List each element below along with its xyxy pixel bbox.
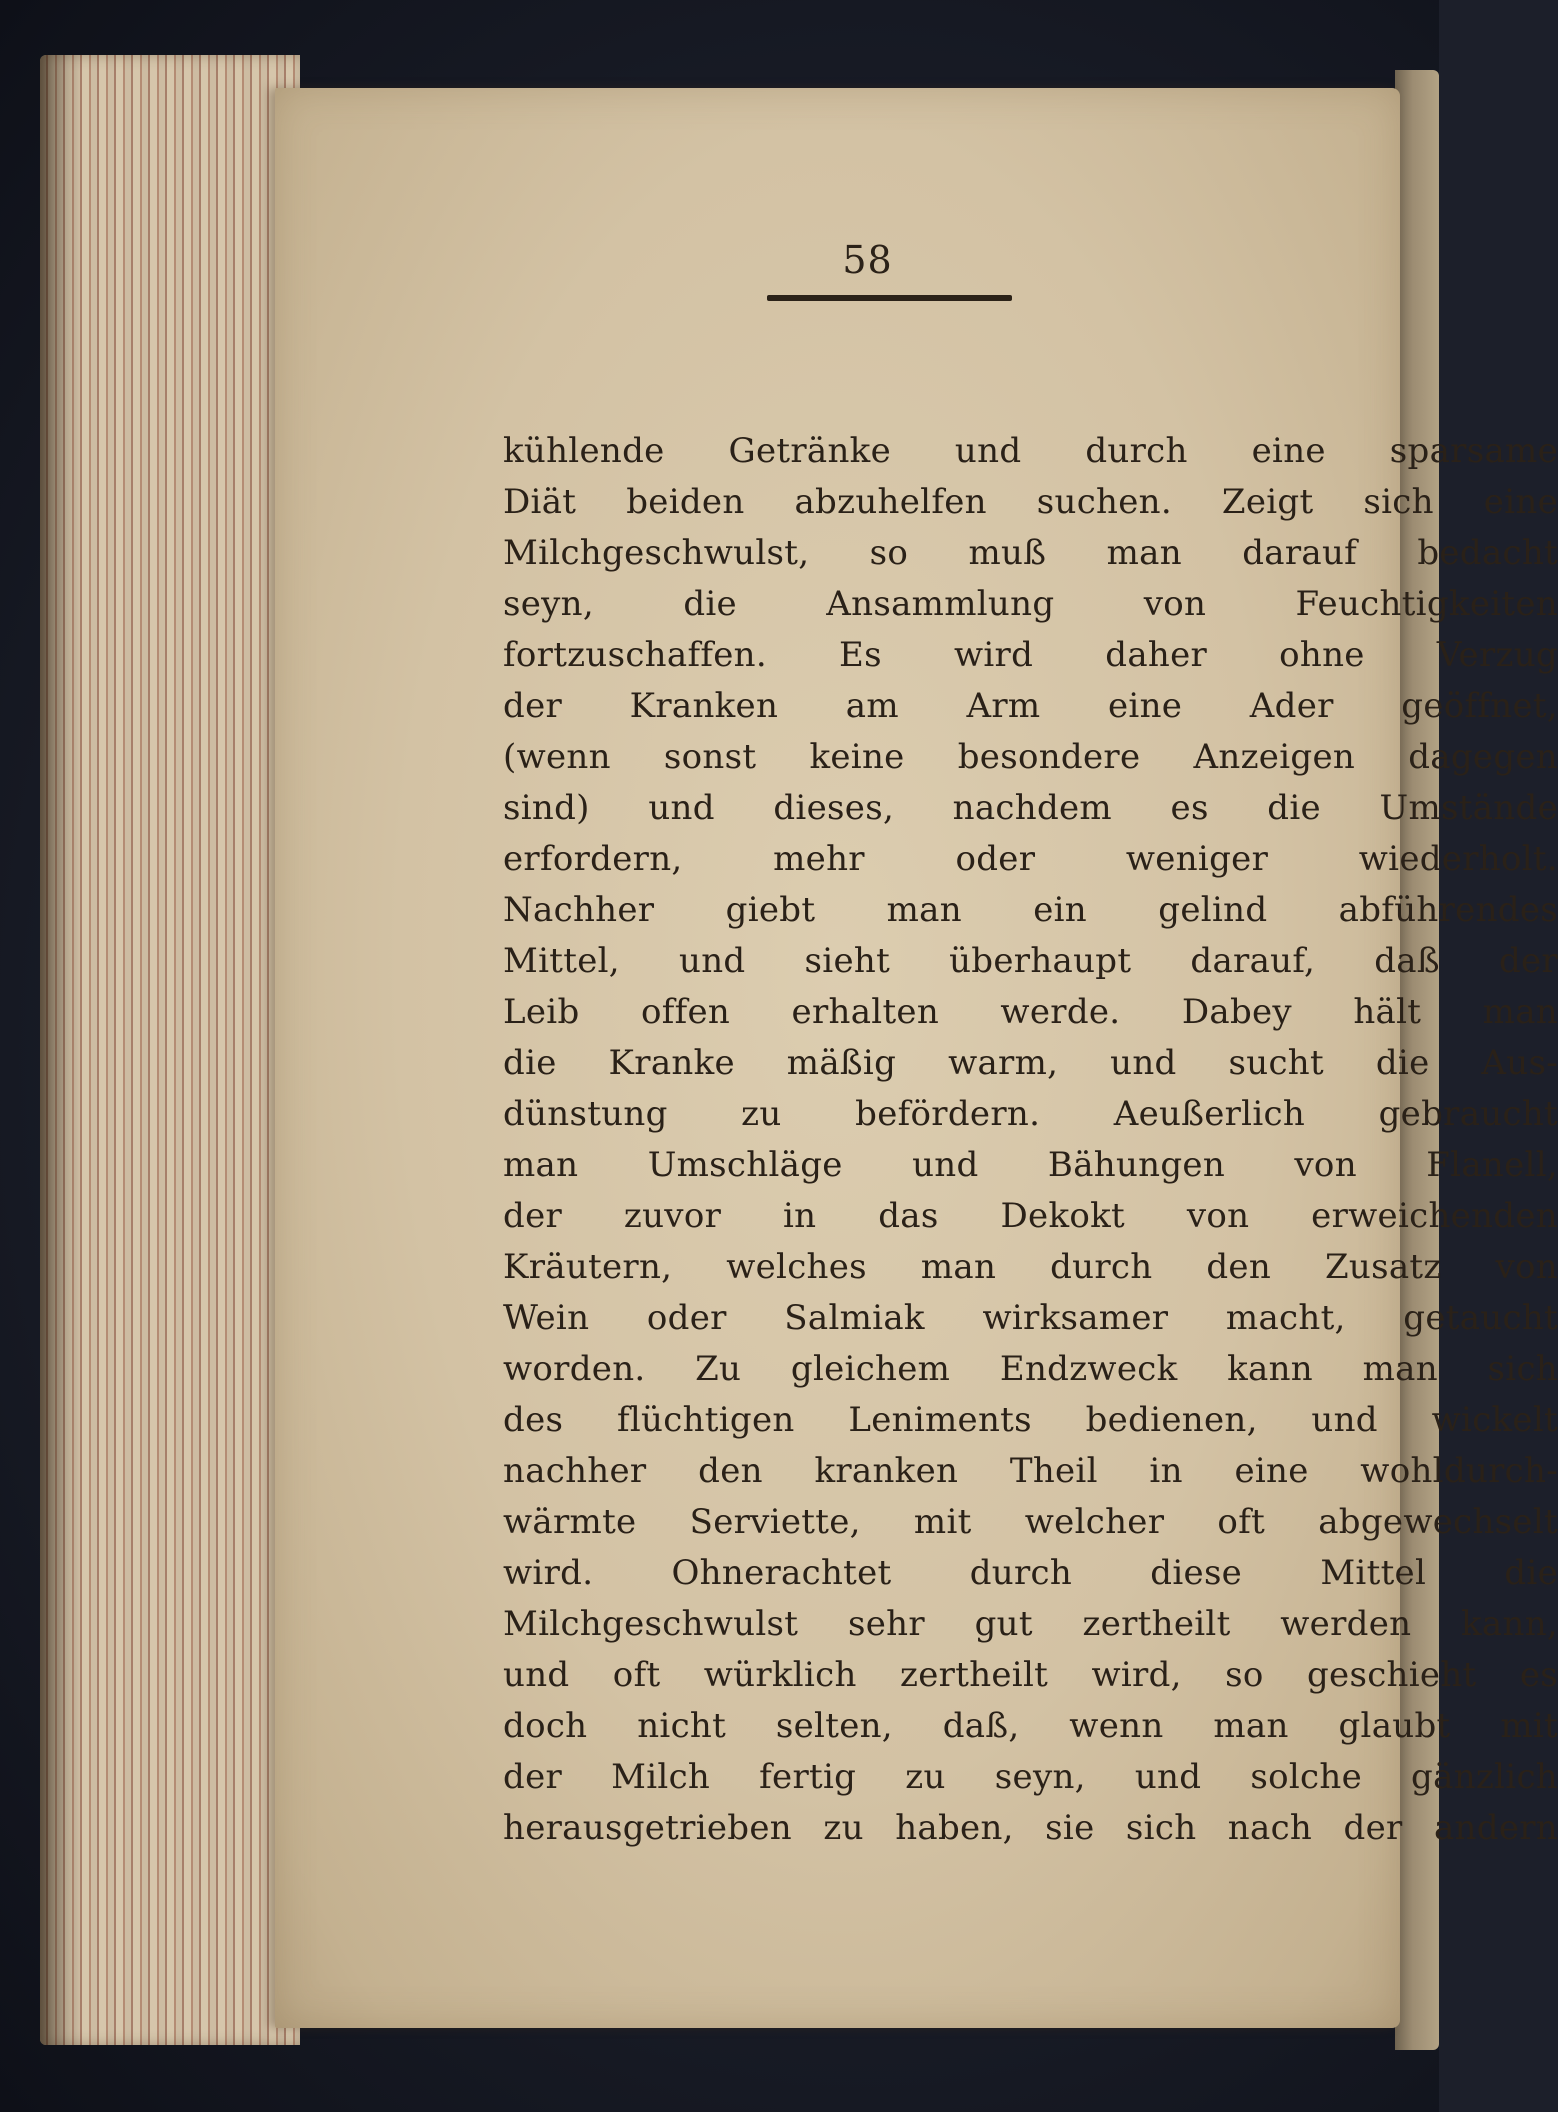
text-line: erfordern, mehr oder weniger wiederholt. (503, 839, 1558, 879)
text-line: Nachher giebt man ein gelind abführendes (503, 890, 1558, 930)
text-line: wärmte Serviette, mit welcher oft abgewechselt (503, 1502, 1558, 1542)
text-line: Wein oder Salmiak wirksamer macht, getaucht (503, 1298, 1558, 1338)
text-line: sind) und dieses, nachdem es die Umstände (503, 788, 1558, 828)
text-line: der zuvor in das Dekokt von erweichenden (503, 1196, 1558, 1236)
text-line: doch nicht selten, daß, wenn man glaubt mit (503, 1706, 1558, 1746)
text-line: dünstung zu befördern. Aeußerlich gebraucht (503, 1094, 1558, 1134)
text-line: Mittel, und sieht überhaupt darauf, daß der (503, 941, 1558, 981)
text-line: seyn, die Ansammlung von Feuchtigkeiten (503, 584, 1558, 624)
text-line: man Umschläge und Bähungen von Flanell, (503, 1145, 1558, 1185)
text-line: Leib offen erhalten werde. Dabey hält man (503, 992, 1558, 1032)
text-line: herausgetrieben zu haben, sie sich nach der andern (503, 1808, 1558, 1848)
text-line: (wenn sonst keine besondere Anzeigen dagegen (503, 737, 1558, 777)
text-line: fortzuschaffen. Es wird daher ohne Verzug (503, 635, 1558, 675)
text-line: und oft würklich zertheilt wird, so geschieht es (503, 1655, 1558, 1695)
header-rule (767, 295, 1012, 301)
text-line: der Milch fertig zu seyn, und solche gänzlich (503, 1757, 1558, 1797)
page-number: 58 (842, 238, 893, 282)
text-line: Diät beiden abzuhelfen suchen. Zeigt sich eine (503, 482, 1558, 522)
text-line: worden. Zu gleichem Endzweck kann man sich (503, 1349, 1558, 1389)
text-line: die Kranke mäßig warm, und sucht die Aus- (503, 1043, 1558, 1083)
text-line: Milchgeschwulst, so muß man darauf bedacht (503, 533, 1558, 573)
text-line: Milchgeschwulst sehr gut zertheilt werden kann, (503, 1604, 1558, 1644)
text-line: des flüchtigen Leniments bedienen, und wickelt (503, 1400, 1558, 1440)
text-line: nachher den kranken Theil in eine wohldurch- (503, 1451, 1558, 1491)
binding-shadow (40, 55, 80, 2045)
book-page (275, 88, 1558, 2028)
text-line: wird. Ohnerachtet durch diese Mittel die (503, 1553, 1558, 1593)
body-text (503, 426, 1558, 1854)
text-line: Kräutern, welches man durch den Zusatz von (503, 1247, 1558, 1287)
text-line: der Kranken am Arm eine Ader geöffnet, (503, 686, 1558, 726)
text-line: kühlende Getränke und durch eine sparsame (503, 431, 1558, 471)
